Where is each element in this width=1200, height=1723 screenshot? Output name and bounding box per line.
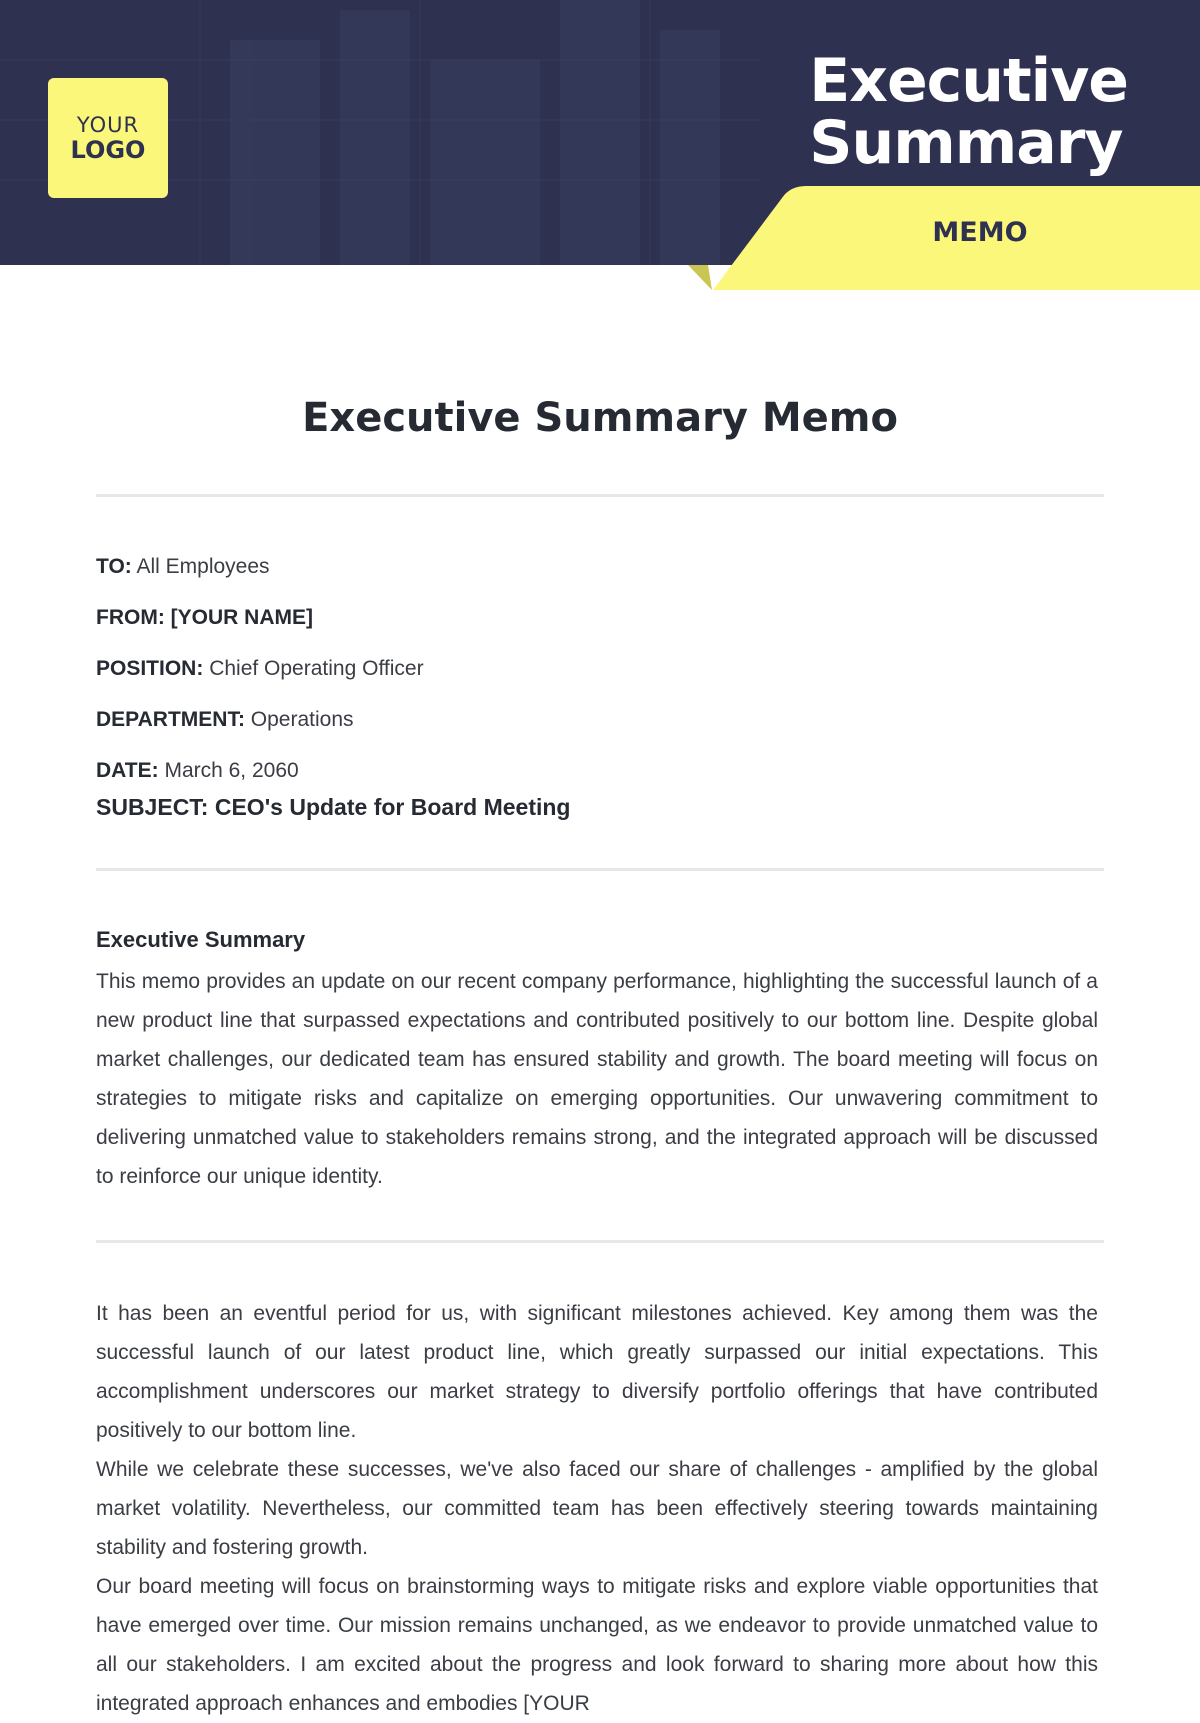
summary-paragraph: This memo provides an update on our recent company performance, highlighting the successful launch of a new product line that surpassed expectations and contributed positively to our bottom line. Despite global market challenges, our dedicated team has ensured stability and growth. The board meeting will focus on strategies to mitigate risks and capitalize on emerging opportunities. Our unwavering commitment to delivering unmatched value to stakeholders remains strong, and the integrated approach will be discussed to reinforce our unique identity. — [96, 970, 1098, 1188]
position-label: POSITION: — [96, 657, 204, 680]
body-paragraph: It has been an eventful period for us, with significant milestones achieved. Key among them was the successful launch of our latest product line, which greatly surpassed our initial expectations. This accomplishment underscores our market strategy to diversify portfolio offerings that have contributed positively to our bottom line. — [96, 1302, 1098, 1442]
hero-title-line-1: Executive — [809, 46, 1128, 116]
date-label: DATE: — [96, 759, 159, 782]
logo-line-1: YOUR — [76, 112, 140, 137]
memo-tab-label: MEMO — [932, 217, 1028, 248]
to-label: TO: — [96, 555, 132, 578]
department-label: DEPARTMENT: — [96, 708, 245, 731]
body-paragraph: Our board meeting will focus on brainstorming ways to mitigate risks and explore viable opportunities that have emerged over time. Our mission remains unchanged, as we endeavor to provide unmatched value to all our stakeholders. I am excited about the progress and look forward to sharing more about how this integrated approach enhances and embodies [YOUR — [96, 1575, 1098, 1715]
hero-title-line-2: Summary — [809, 108, 1123, 178]
from-field — [96, 603, 313, 633]
from-value: [YOUR NAME] — [170, 606, 313, 629]
from-label: FROM: — [96, 606, 165, 629]
subject-field — [96, 792, 570, 822]
divider — [96, 868, 1104, 871]
to-field — [96, 552, 270, 582]
divider — [96, 1240, 1104, 1243]
department-value: Operations — [250, 708, 354, 731]
position-value: Chief Operating Officer — [209, 657, 424, 680]
summary-heading: Executive Summary — [96, 927, 306, 952]
department-field — [96, 705, 354, 735]
logo-line-2: LOGO — [70, 135, 146, 164]
to-value: All Employees — [136, 555, 270, 578]
memo-tab-shape — [0, 0, 1200, 300]
body-paragraph: While we celebrate these successes, we've also faced our share of challenges - amplified by the global market volatility. Nevertheless, our committed team has been effectively steering towards maintaining stability and fostering growth. — [96, 1458, 1098, 1559]
subject-value: CEO's Update for Board Meeting — [214, 794, 571, 820]
subject-label: SUBJECT: — [96, 794, 209, 820]
document-title: Executive Summary Memo — [302, 395, 898, 441]
divider — [96, 494, 1104, 497]
date-field — [96, 756, 299, 786]
position-field — [96, 654, 424, 684]
date-value: March 6, 2060 — [164, 759, 299, 782]
